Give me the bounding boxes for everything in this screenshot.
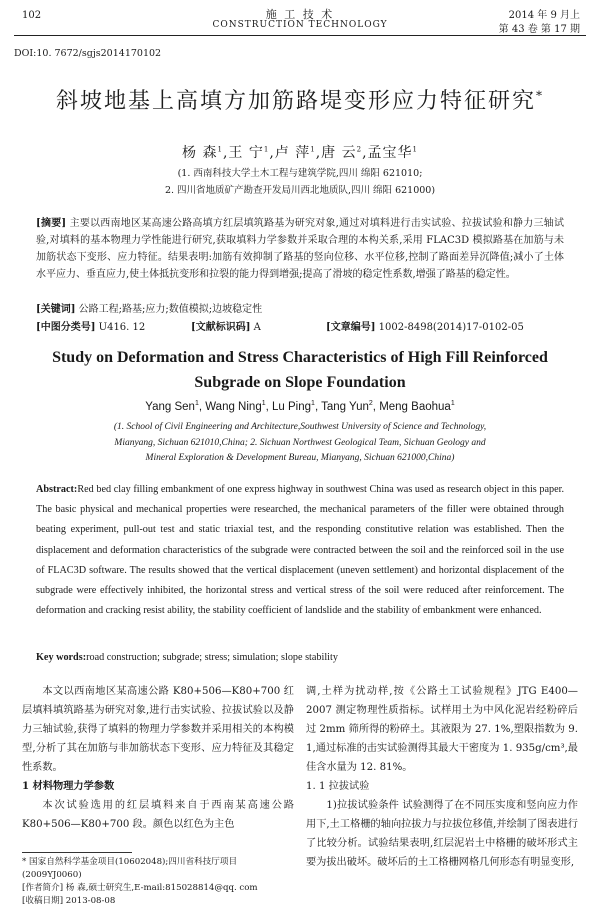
- footnote-fund: * 国家自然科学基金项目(10602048);四川省科技厅项目(2009YJ0060): [22, 857, 238, 880]
- cn-author-sup: 2: [356, 145, 363, 154]
- cn-title: [0, 84, 600, 115]
- journal-title-cn: 施 工 技 术: [265, 8, 335, 21]
- cn-author: 杨 森: [182, 145, 218, 161]
- cn-keywords-label: [关键词]: [36, 304, 76, 315]
- body-paragraph: 调,土样为扰动样,按《公路土工试验规程》JTG E400—2007 测定物理性质指标。试样用土为中风化泥岩经粉碎后过 2mm 筛所得的粉碎土。其液限为 27. 1%,塑限指数为 9. 1,通过标准的击实试验测得其最大干密度为 1. 935g/cm³,最佳含水量为 12. 81%。: [306, 686, 578, 773]
- cn-title-text: 斜坡地基上高填方加筋路堤变形应力特征研究: [55, 89, 536, 114]
- en-title: [0, 345, 600, 395]
- en-abstract: [36, 480, 564, 621]
- en-keywords-text: road construction; subgrade; stress; simulation; slope stability: [86, 652, 338, 663]
- body-paragraph: [306, 796, 578, 872]
- paragraph-label: 1)拉拔试验条件: [326, 800, 400, 811]
- cn-author: 孟宝华: [367, 145, 413, 161]
- footnotes: [22, 856, 294, 908]
- doc-code-label: [文献标识码]: [191, 322, 251, 333]
- body-right-column: [306, 682, 578, 872]
- en-abstract-label: Abstract:: [36, 484, 78, 495]
- doc-code-value: A: [253, 322, 261, 333]
- article-no-label: [文章编号]: [326, 322, 376, 333]
- body-left-column: [22, 682, 294, 834]
- en-affiliation-line: Mianyang, Sichuan 621010,China; 2. Sichuan Northwest Geological Team, Sichuan Geology and: [114, 437, 486, 448]
- volume-issue: 第 43 卷 第 17 期: [498, 24, 580, 35]
- section-heading: 1 材料物理力学参数: [22, 780, 115, 792]
- doi: DOI:10. 7672/sgjs2014170102: [14, 48, 162, 59]
- en-affiliation-line: (1. School of Civil Engineering and Architecture,Southwest University of Science and Technology,: [113, 422, 487, 432]
- cn-author-sup: 1: [310, 145, 316, 154]
- article-no-value: 1002-8498(2014)17-0102-05: [378, 322, 524, 333]
- en-authors: Yang Sen$^1$, Wang Ning$^1$, Lu Ping$^1$, Tang Yun$^2$, Meng Baohua$^1$: [145, 400, 455, 413]
- en-affiliation: [36, 420, 564, 467]
- en-author: Lu Ping: [272, 400, 312, 413]
- en-author-sup: 2: [368, 400, 373, 407]
- header-rule: [14, 35, 586, 36]
- en-author-sup: 1: [261, 400, 266, 407]
- body-paragraph: 本次试验选用的红层填料来自于西南某高速公路 K80+506—K80+700 段。颜色以红色为主色: [22, 800, 294, 830]
- en-affiliation-line: Mineral Exploration & Development Bureau, Mianyang, Sichuan 621000,China): [145, 453, 455, 463]
- footnote-received: [收稿日期] 2013-08-08: [22, 896, 116, 906]
- en-title-line2: Subgrade on Slope Foundation: [194, 374, 406, 391]
- body-paragraph: 本文以西南地区某高速公路 K80+506—K80+700 红层填料填筑路基为研究对象,进行击实试验、拉拔试验以及静力三轴试验,获得了填料的物理力学参数并采用相关的本构模型,分析了其在加筋与非加筋状态下变形、应力特征及其稳定性系数。: [22, 686, 294, 773]
- cn-author-sup: 1: [412, 145, 418, 154]
- footnote-rule: [22, 852, 132, 853]
- page-number: 102: [22, 10, 42, 21]
- en-keywords: [36, 652, 564, 663]
- cn-affiliation-1: (1. 西南科技大学土木工程与建筑学院,四川 绵阳 621010;: [177, 168, 423, 179]
- cn-abstract: [36, 215, 564, 283]
- cn-title-mark: *: [536, 88, 544, 103]
- subsection-heading: 1. 1 拉拔试验: [306, 781, 370, 792]
- clc-value: U416. 12: [98, 322, 146, 333]
- en-author-sup: 1: [450, 400, 455, 407]
- cn-author-sup: 1: [217, 145, 223, 154]
- cn-keywords-text: 公路工程;路基;应力;数值模拟;边坡稳定性: [78, 304, 263, 315]
- cn-abstract-label: [摘要]: [36, 218, 67, 229]
- footnote-author: [作者简介] 杨 森,硕士研究生,E-mail:815028814@qq. com: [22, 883, 258, 893]
- clc-label: [中图分类号]: [36, 322, 96, 333]
- cn-authors: 杨 森$^1$,王 宁$^1$,卢 萍$^1$,唐 云$^2$,孟宝华$^1$: [182, 145, 418, 161]
- cn-author-sup: 1: [263, 145, 270, 154]
- en-author-sup: 1: [194, 400, 199, 407]
- journal-title-en: CONSTRUCTION TECHNOLOGY: [212, 20, 388, 30]
- en-abstract-text: Red bed clay filling embankment of one express highway in southwest China was used as research object in this paper. The basic physical and mechanical properties were researched, the mechanical parameters of the filler were obtained through beating experiment, pull-out test and static triaxial test, and the responding constitutive relation was established. Then the displacement and deformation characteristics of the subgrade were contracted between the soil and the reinforced soil in the use of FLAC3D software. The results showed that the vertical displacement (uneven settlement) and horizontal displacement of the subgrade were effectively inhibited, the horizontal stress and vertical stress of the soil were reduced after reinforcement. The deformation and cracking resist ability, the stability coefficient of landslide and the stability of embankment were enhanced.: [36, 484, 564, 617]
- cn-author: 卢 萍: [274, 145, 311, 161]
- en-author: Tang Yun: [321, 400, 369, 413]
- cn-affiliation-2: 2. 四川省地质矿产勘查开发局川西北地质队,四川 绵阳 621000): [164, 185, 436, 196]
- issue-date: 2014 年 9 月上: [508, 10, 580, 21]
- en-keywords-label: Key words:: [36, 652, 87, 663]
- cn-keywords: [36, 300, 564, 315]
- cn-author: 王 宁: [228, 145, 264, 161]
- en-author: Yang Sen: [145, 400, 195, 413]
- cn-author: 唐 云: [321, 145, 357, 161]
- en-author: Wang Ning: [205, 400, 262, 413]
- paragraph-text: 试验测得了在不同压实度和竖向应力作用下,土工格栅的轴向拉拔力与拉拔位移值,并绘制了图表进行了比较分析。试验结果表明,红层泥岩土中格栅的破坏形式主要为拔出破坏。破坏后的土工格栅网格几何形态有明显变形,: [306, 800, 578, 868]
- en-title-line1: Study on Deformation and Stress Characteristics of High Fill Reinforced: [52, 349, 548, 366]
- cn-abstract-text: 主要以西南地区某高速公路高填方红层填筑路基为研究对象,通过对填料进行击实试验、拉拔试验和静力三轴试验,对填料的基本物理力学性能进行研究,获取填料力学参数并采取合理的本构关系,采用 FLAC3D 模拟路基在加筋与未加筋状态下变形、应力特征。结果表明:加筋有效抑制了路基的竖向位移、水平位移,控制了路面差异沉降值;减小了土体水平应力、垂直应力,使土体抵抗变形和拉裂的能力得到增强;提高了滑坡的稳定性系数,增强了路基的稳定性。: [36, 218, 564, 280]
- en-author-sup: 1: [311, 400, 315, 407]
- en-author: Meng Baohua: [379, 400, 451, 413]
